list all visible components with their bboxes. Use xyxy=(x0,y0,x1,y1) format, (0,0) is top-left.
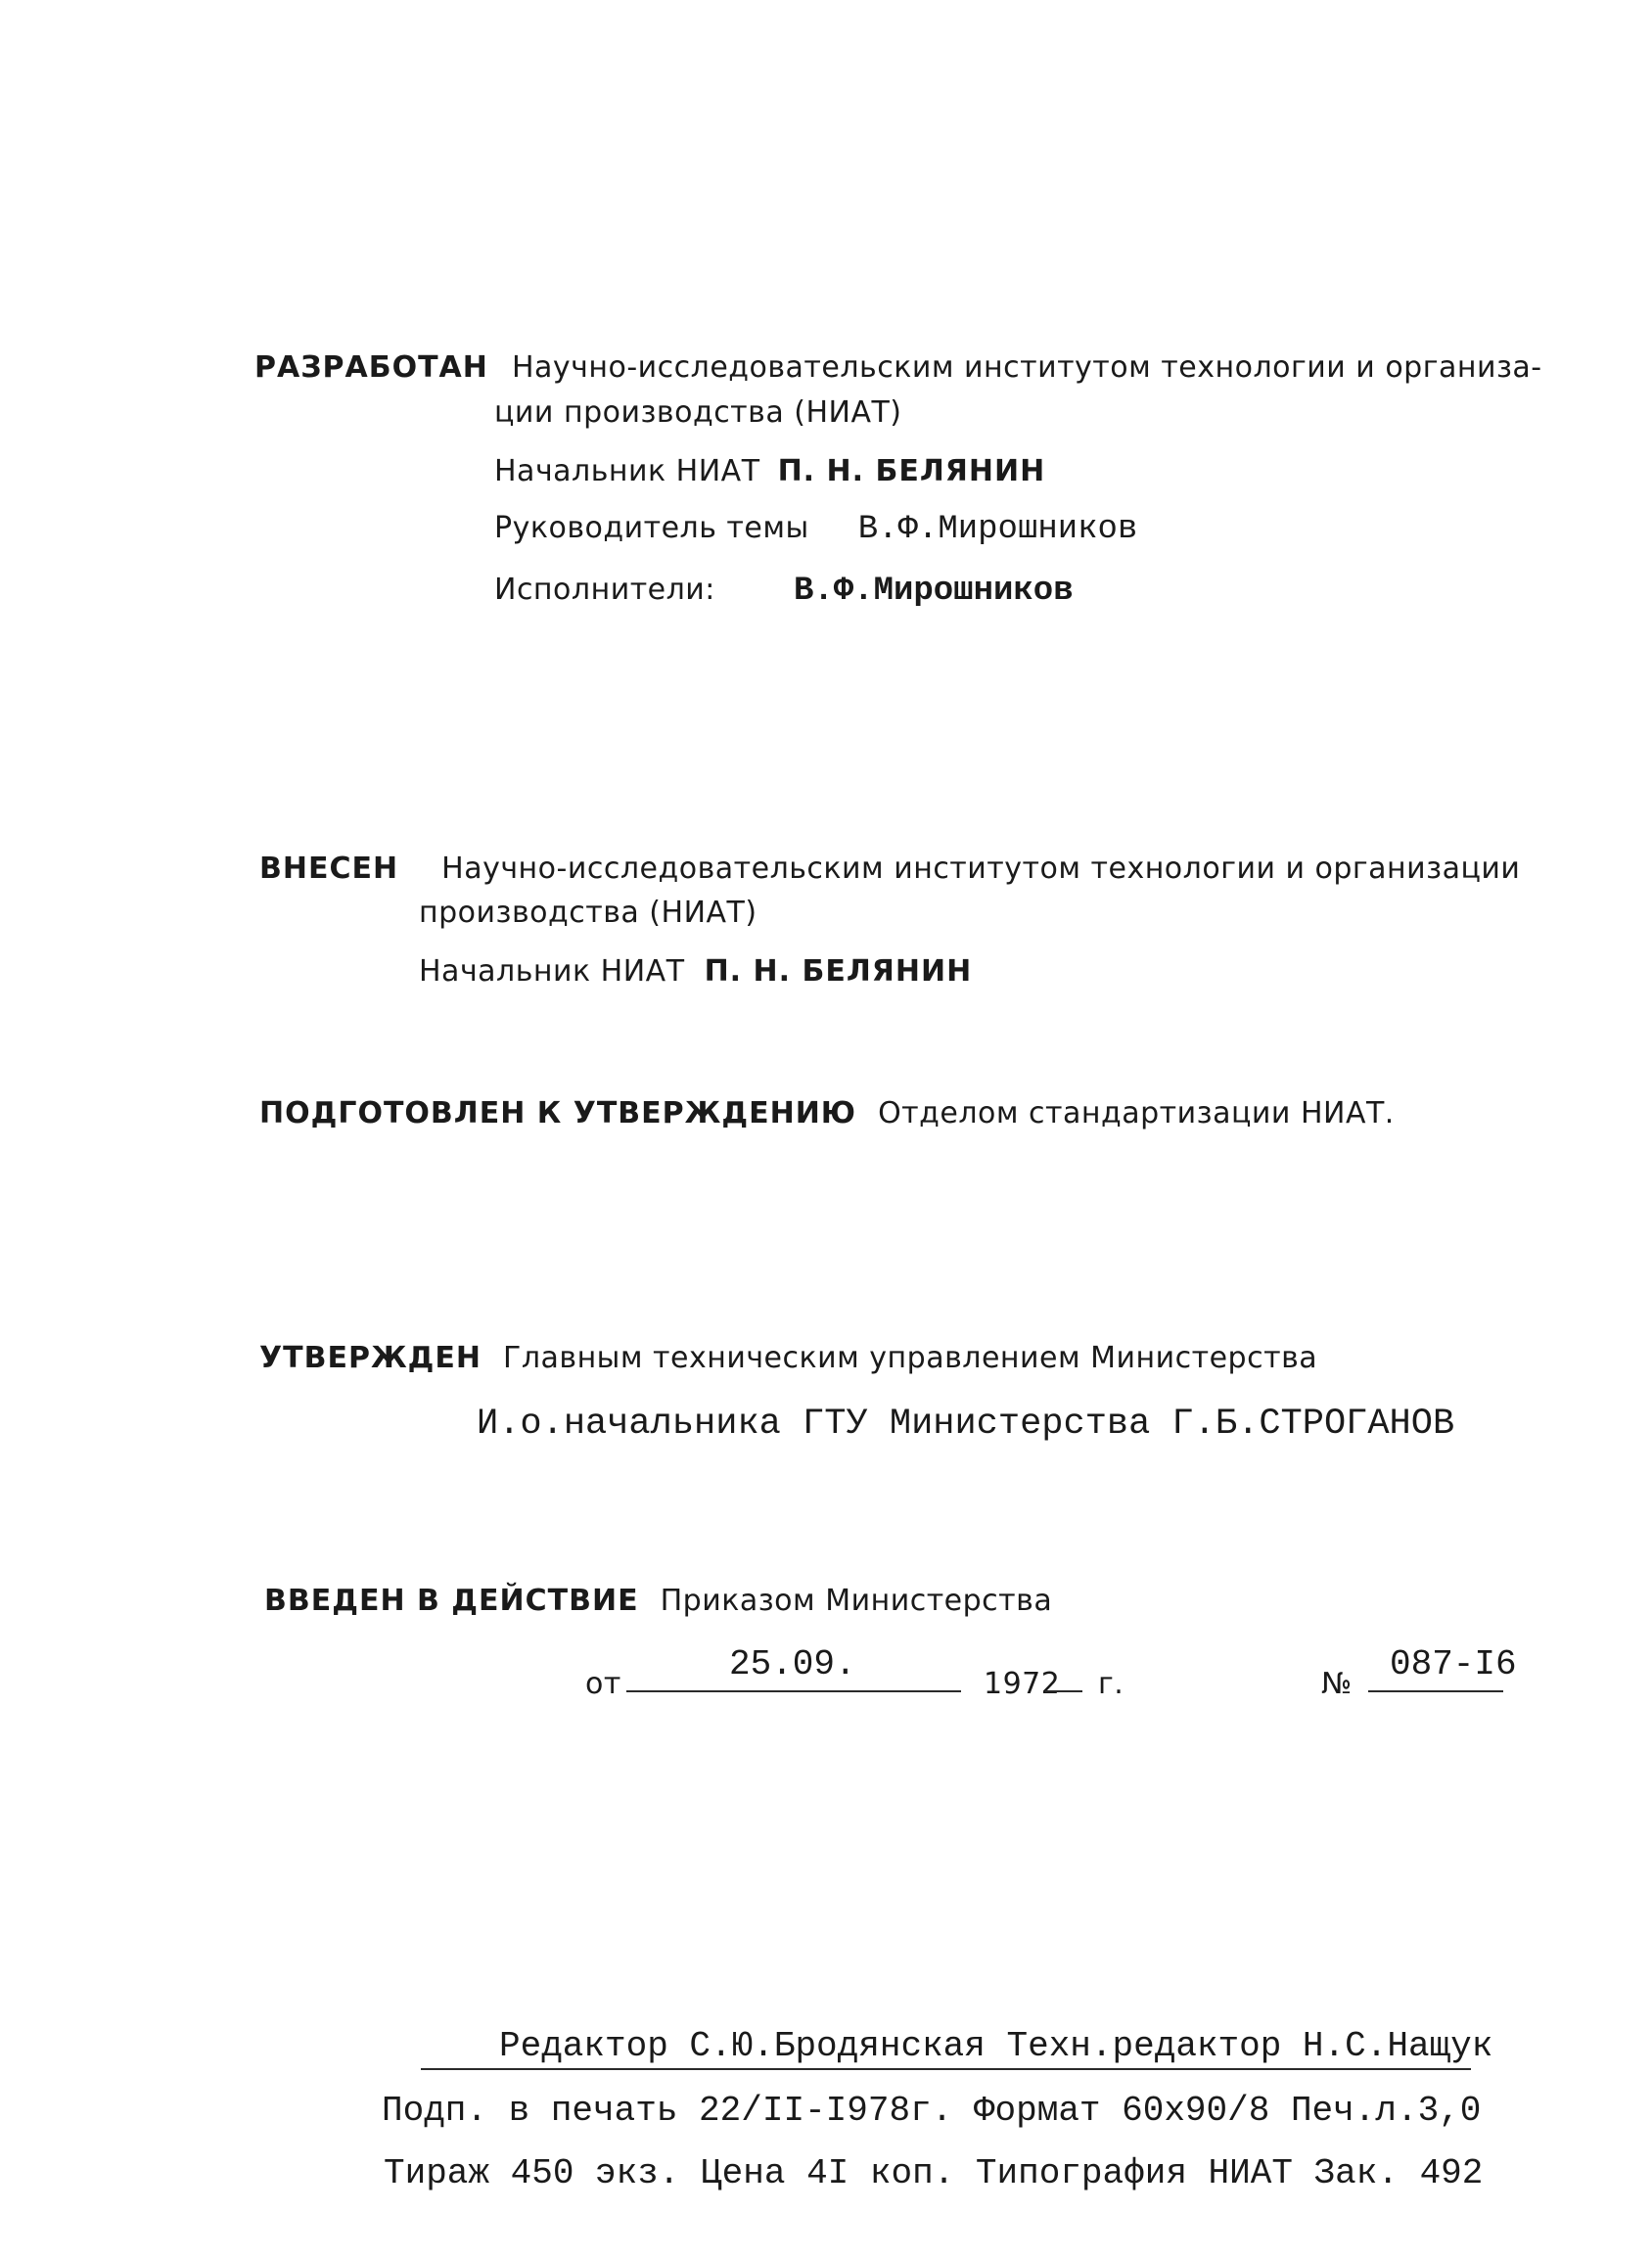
razrabotan-exec xyxy=(494,573,1074,610)
razrabotan-chief xyxy=(494,454,1045,488)
razrabotan-block xyxy=(254,350,1542,385)
year-underline xyxy=(1045,1690,1082,1692)
razrabotan-chief-name: П. Н. БЕЛЯНИН xyxy=(777,454,1046,488)
razrabotan-chief-prefix: Начальник НИАТ xyxy=(494,454,760,488)
vveden-label: ВВЕДЕН В ДЕЙСТВИЕ xyxy=(264,1584,639,1618)
podgotovlen-text: Отделом стандартизации НИАТ. xyxy=(878,1096,1395,1130)
razrabotan-line1: Научно-исследовательским институтом технологии и организа- xyxy=(511,350,1542,385)
vveden-year-suffix: г. xyxy=(1098,1667,1124,1701)
razrabotan-lead xyxy=(494,511,1137,548)
vveden-text: Приказом Министерства xyxy=(660,1584,1053,1618)
imprint-editors: Редактор С.Ю.Бродянская Техн.редактор Н.С.Нащук xyxy=(499,2026,1493,2066)
vveden-number: 087-I6 xyxy=(1390,1644,1517,1684)
vnesen-chief-name: П. Н. БЕЛЯНИН xyxy=(704,954,973,989)
vveden-date: 25.09. xyxy=(729,1644,856,1684)
utverzhden-text: Главным техническим управлением Министерства xyxy=(503,1341,1318,1375)
utverzhden-signer: И.о.начальника ГТУ Министерства Г.Б.СТРОГАНОВ xyxy=(477,1404,1455,1445)
vveden-block xyxy=(264,1584,1052,1618)
vnesen-block xyxy=(259,852,1520,886)
razrabotan-label: РАЗРАБОТАН xyxy=(254,350,488,385)
razrabotan-lead-label: Руководитель темы xyxy=(494,511,809,545)
vnesen-chief xyxy=(419,954,972,989)
podgotovlen-block xyxy=(259,1096,1395,1130)
imprint-underline xyxy=(421,2068,1471,2070)
vnesen-label: ВНЕСЕН xyxy=(259,852,399,886)
vnesen-chief-prefix: Начальник НИАТ xyxy=(419,954,685,989)
vnesen-line1: Научно-исследовательским институтом технологии и организации xyxy=(441,852,1521,886)
utverzhden-label: УТВЕРЖДЕН xyxy=(259,1341,482,1375)
number-underline xyxy=(1368,1690,1503,1692)
razrabotan-lead-name: В.Ф.Мирошников xyxy=(857,511,1138,548)
date-underline xyxy=(626,1690,961,1692)
imprint-run-line: Тираж 450 экз. Цена 4I коп. Типография НИАТ Зак. 492 xyxy=(384,2153,1484,2193)
razrabotan-exec-label: Исполнители: xyxy=(494,573,715,607)
vveden-year-group xyxy=(984,1667,1060,1701)
podgotovlen-label: ПОДГОТОВЛЕН К УТВЕРЖДЕНИЮ xyxy=(259,1096,857,1130)
imprint-print-line: Подп. в печать 22/II-I978г. Формат 60х90/8 Печ.л.3,0 xyxy=(382,2091,1482,2131)
utverzhden-block xyxy=(259,1341,1317,1375)
razrabotan-exec-name: В.Ф.Мирошников xyxy=(793,573,1074,610)
vveden-year: 1972 xyxy=(984,1667,1061,1701)
razrabotan-line2: ции производства (НИАТ) xyxy=(494,395,902,430)
vveden-number-label: № xyxy=(1321,1667,1353,1701)
vveden-from-label: от xyxy=(585,1667,621,1701)
vnesen-line2: производства (НИАТ) xyxy=(419,896,757,930)
